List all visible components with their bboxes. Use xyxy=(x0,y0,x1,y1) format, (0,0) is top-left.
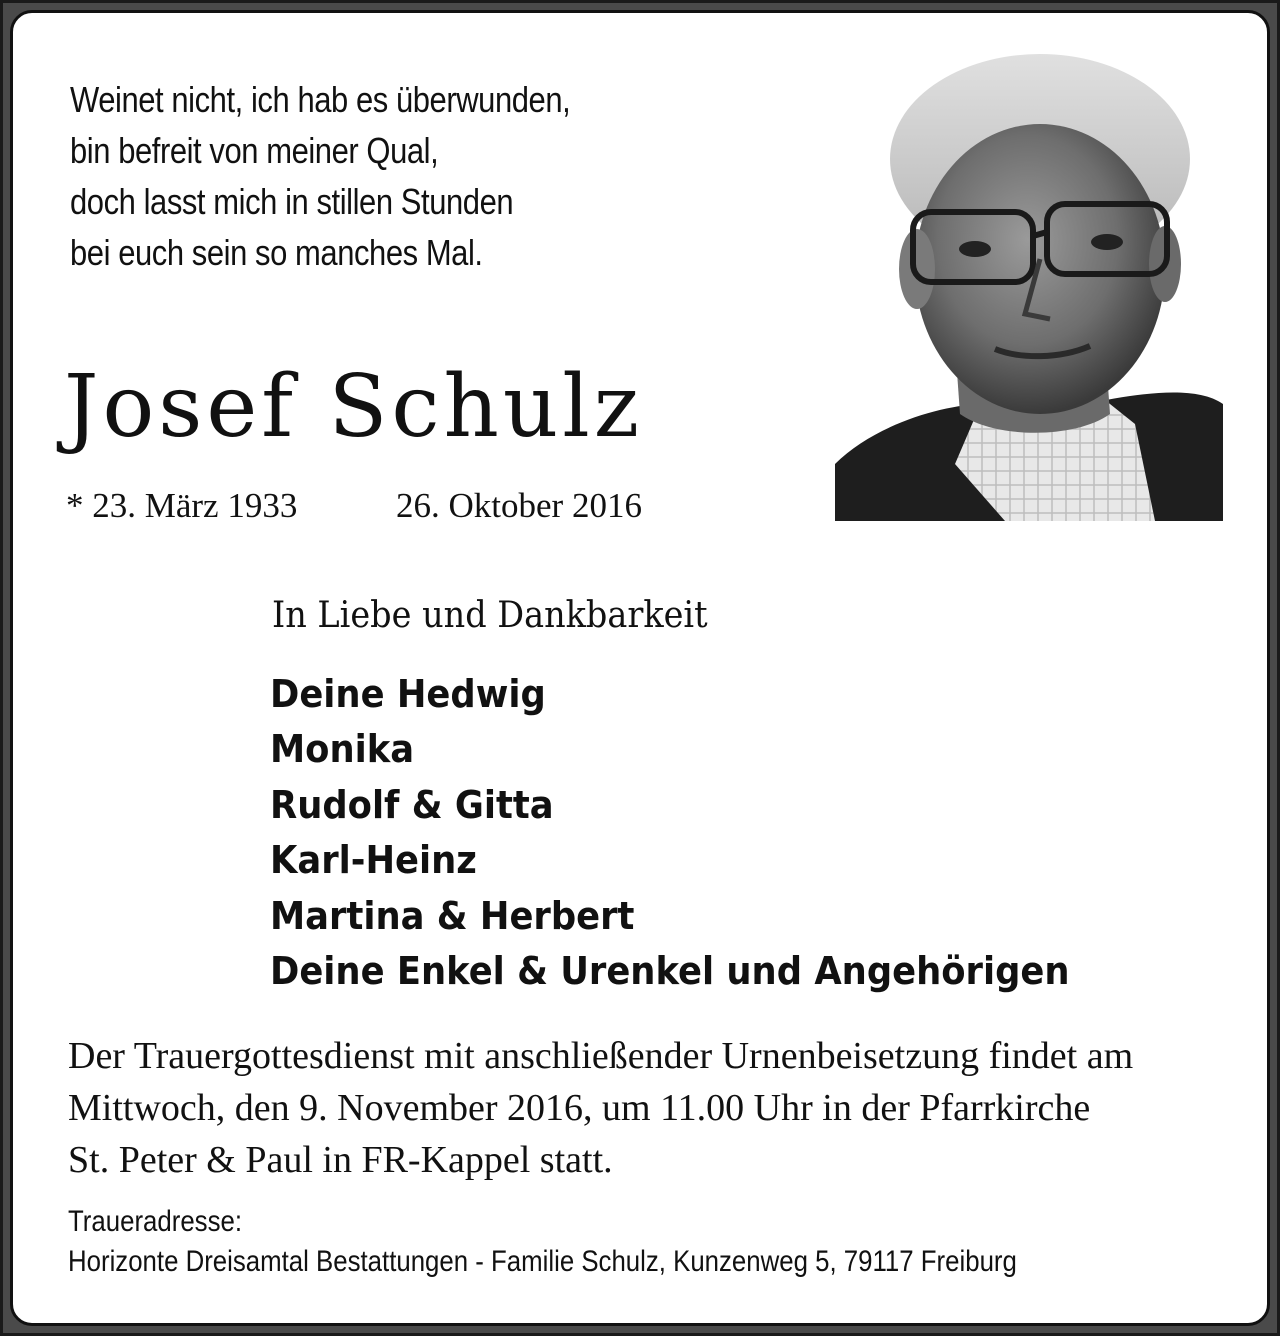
service-line: Mittwoch, den 9. November 2016, um 11.00 Uhr in der Pfarrkirche xyxy=(68,1087,1091,1129)
mourner: Deine Hedwig xyxy=(270,672,546,716)
mourners-list xyxy=(270,667,1070,999)
deceased-name: Josef Schulz xyxy=(64,357,644,457)
poem-line: Weinet nicht, ich hab es überwunden, xyxy=(70,79,571,120)
poem-line: bin befreit von meiner Qual, xyxy=(70,130,439,171)
mourner: Karl-Heinz xyxy=(270,838,477,883)
poem xyxy=(70,74,689,278)
poem-line: bei euch sein so manches Mal. xyxy=(70,232,483,273)
birth-date: * 23. März 1933 xyxy=(66,486,298,525)
poem-line: doch lasst mich in stillen Stunden xyxy=(70,181,514,222)
service-info xyxy=(68,1030,1133,1186)
mourner: Rudolf & Gitta xyxy=(270,782,554,827)
thanks-line: In Liebe und Dankbarkeit xyxy=(272,595,708,636)
service-line: St. Peter & Paul in FR-Kappel statt. xyxy=(68,1139,613,1181)
mourner: Deine Enkel & Urenkel und Angehörigen xyxy=(270,949,1070,994)
mourner: Monika xyxy=(270,727,415,772)
death-date: 26. Oktober 2016 xyxy=(396,486,642,525)
mourner: Martina & Herbert xyxy=(270,893,635,938)
mourning-address: Horizonte Dreisamtal Bestattungen - Familie Schulz, Kunzenweg 5, 79117 Freiburg xyxy=(68,1245,1017,1278)
service-line: Der Trauergottesdienst mit anschließender Urnenbeisetzung findet am xyxy=(68,1035,1134,1077)
life-dates xyxy=(66,486,642,526)
portrait-photo xyxy=(835,44,1223,521)
address-label: Traueradresse: xyxy=(68,1205,242,1238)
